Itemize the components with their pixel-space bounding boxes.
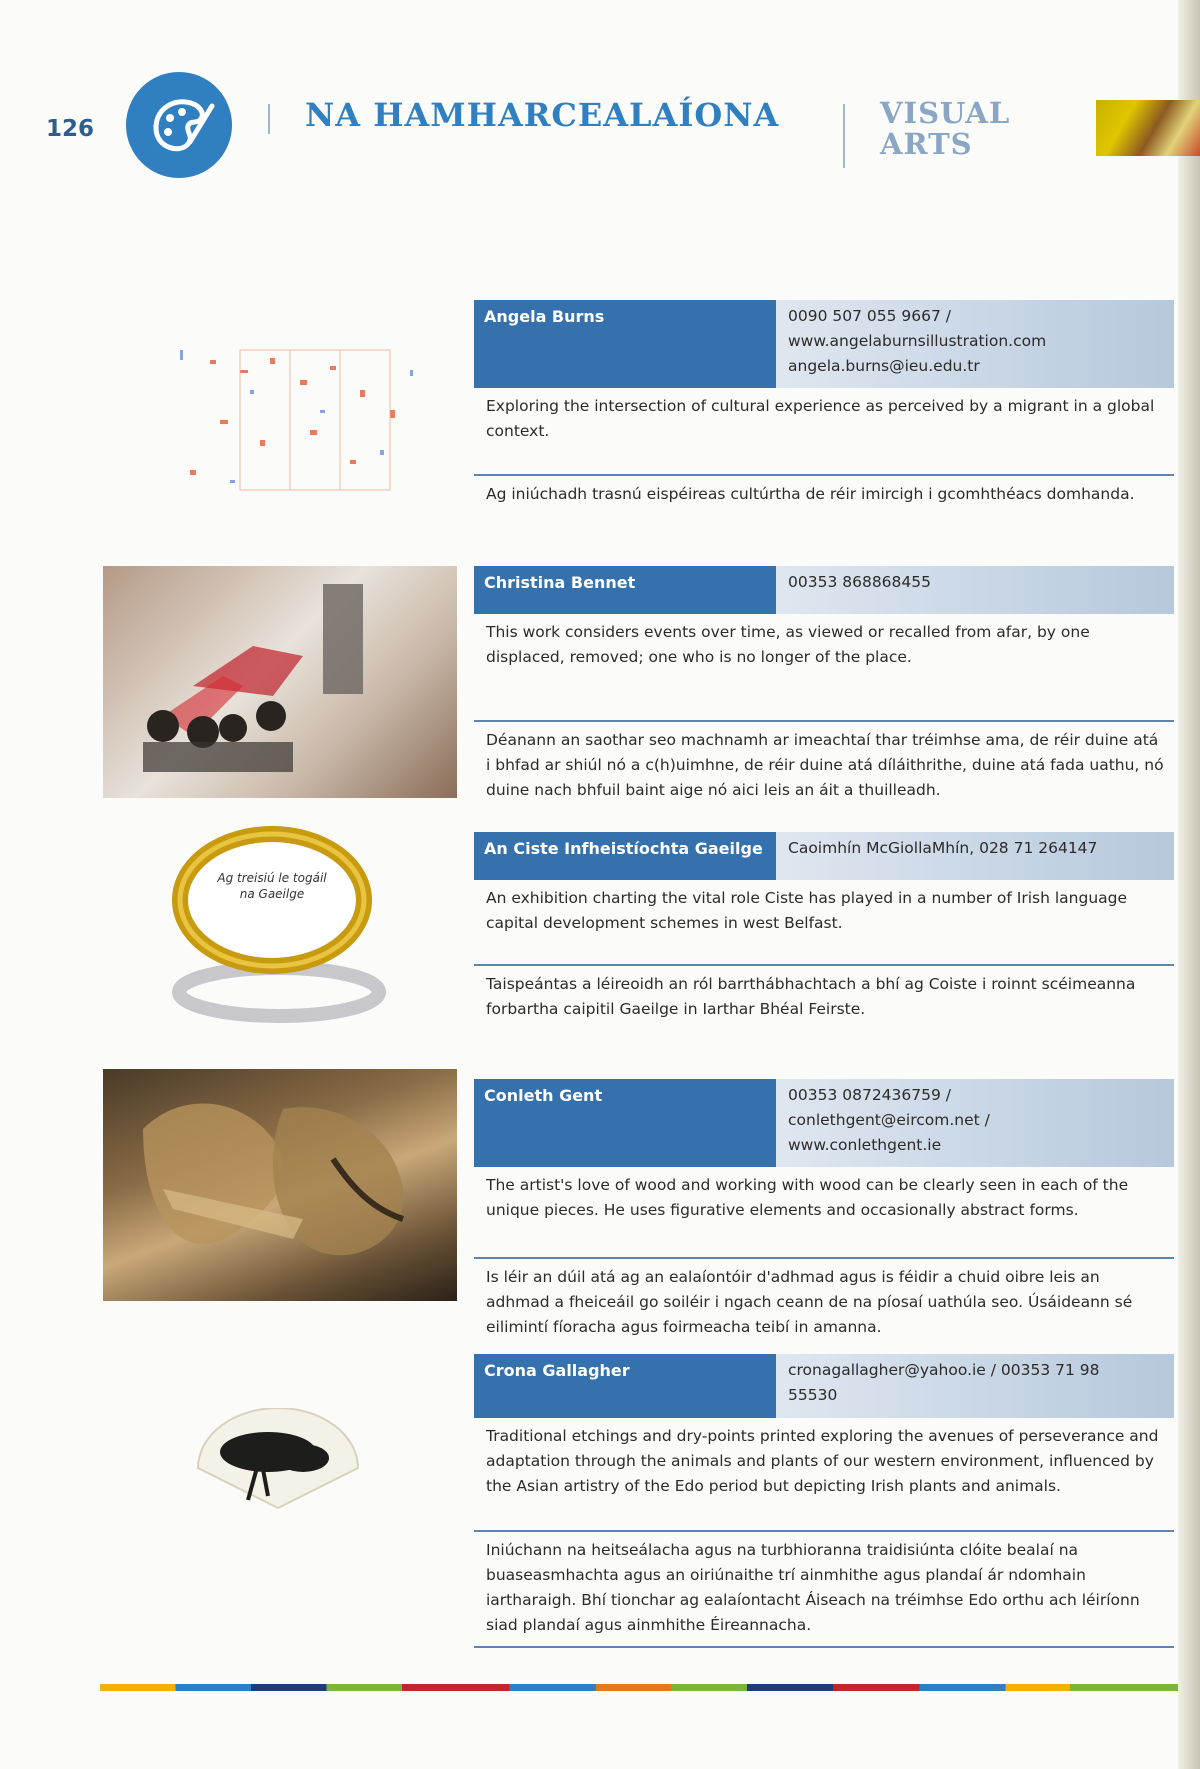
contact-line: Caoimhín McGiollaMhín, 028 71 264147 bbox=[788, 839, 1098, 857]
ciste-logo-text: Ag treisiú le togáil na Gaeilge bbox=[217, 871, 327, 901]
artwork-image-crona-gallagher bbox=[188, 1408, 368, 1512]
description-english: The artist's love of wood and working with wood can be clearly seen in each of the unique pieces. He uses figurative elements and occasionally abstract forms. bbox=[486, 1176, 1129, 1219]
contact-line: 00353 0872436759 / bbox=[788, 1086, 951, 1104]
contact-line: 55530 bbox=[788, 1386, 838, 1404]
artist-name: Christina Bennet bbox=[474, 566, 776, 614]
description-english: Exploring the intersection of cultural experience as perceived by a migrant in a global context. bbox=[486, 397, 1155, 440]
header-divider bbox=[268, 104, 270, 134]
header-divider bbox=[843, 104, 845, 168]
contact-line: 0090 507 055 9667 / bbox=[788, 307, 951, 325]
ciste-logo bbox=[166, 822, 396, 1024]
artist-entry bbox=[474, 300, 1174, 507]
artist-contact bbox=[776, 300, 1174, 388]
artist-entry bbox=[474, 1354, 1174, 1648]
description-english: Traditional etchings and dry-points printed exploring the avenues of perseverance and adaptation through the animals and plants of our western environment, influenced by the Asian artistry of the Edo period but depicting Irish plants and animals. bbox=[486, 1427, 1159, 1495]
artist-entry bbox=[474, 832, 1174, 1022]
palette-brush-icon bbox=[126, 72, 232, 178]
artist-name: Crona Gallagher bbox=[474, 1354, 776, 1418]
description-english: This work considers events over time, as viewed or recalled from afar, by one displaced, removed; one who is no longer of the place. bbox=[486, 623, 1090, 666]
artist-name: Angela Burns bbox=[474, 300, 776, 388]
description-irish: Ag iniúchadh trasnú eispéireas cultúrtha de réir imircigh i gcomhthéacs domhanda. bbox=[486, 485, 1135, 503]
artwork-image-conleth-gent bbox=[103, 1069, 457, 1301]
contact-line: 00353 868868455 bbox=[788, 573, 931, 591]
title-english bbox=[880, 98, 1010, 160]
contact-line: conlethgent@eircom.net / bbox=[788, 1111, 990, 1129]
description-irish: Is léir an dúil atá ag an ealaíontóir d'adhmad agus is féidir a chuid oibre leis an adhmad a fheiceáil go soiléir i ngach ceann de na píosaí uathúla seo. Úsáideann sé eilimintí fíoracha agus foirmeacha teibí in amanna. bbox=[486, 1268, 1133, 1336]
artwork-image-christina-bennet bbox=[103, 566, 457, 798]
divider bbox=[474, 1646, 1174, 1648]
artwork-image-angela-burns bbox=[150, 330, 440, 515]
artist-entry bbox=[474, 1079, 1174, 1340]
title-irish: NA HAMHARCEALAÍONA bbox=[305, 96, 780, 134]
description-english: An exhibition charting the vital role Ciste has played in a number of Irish language capital development schemes in west Belfast. bbox=[486, 889, 1128, 932]
artist-contact bbox=[776, 1354, 1174, 1418]
title-english-line2: ARTS bbox=[880, 127, 973, 161]
page-number: 126 bbox=[46, 116, 95, 142]
artist-contact bbox=[776, 566, 1174, 614]
description-irish: Déanann an saothar seo machnamh ar imeachtaí thar tréimhse ama, de réir duine atá i bhfad ar shiúl nó a c(h)uimhne, de réir duine atá díláithrithe, duine atá fada uathu, nó duine nach bhfuil baint aige nó aici leis an áit a thuilleadh. bbox=[486, 731, 1164, 799]
contact-line: www.conlethgent.ie bbox=[788, 1136, 942, 1154]
contact-line: cronagallagher@yahoo.ie / 00353 71 98 bbox=[788, 1361, 1100, 1379]
artist-contact bbox=[776, 1079, 1174, 1167]
description-irish: Taispeántas a léireoidh an ról barrthábhachtach a bhí ag Coiste i roinnt scéimeanna forbartha caipitil Gaeilge in Iarthar Bhéal Feirste. bbox=[486, 975, 1136, 1018]
artist-name: Conleth Gent bbox=[474, 1079, 776, 1167]
entry-header bbox=[474, 566, 1174, 614]
entry-header bbox=[474, 1079, 1174, 1167]
description-irish: Iniúchann na heitseálacha agus na turbhioranna traidisiúnta clóite bealaí na buaseasmhachta agus an oiriúnaithe trí ainmhithe agus plandaí ár ndomhain iartharaigh. Bhí tionchar ag ealaíontacht Áiseach na tréimhse Edo orthu ach léiríonn siad plandaí agus ainmhithe Éireannacha. bbox=[486, 1541, 1140, 1634]
artist-name: An Ciste Infheistíochta Gaeilge bbox=[474, 832, 776, 880]
entry-header bbox=[474, 1354, 1174, 1418]
header-photo bbox=[1096, 100, 1200, 156]
color-stripe-footer bbox=[100, 1684, 1178, 1691]
entry-header bbox=[474, 300, 1174, 388]
contact-line: www.angelaburnsillustration.com bbox=[788, 332, 1047, 350]
artist-contact bbox=[776, 832, 1174, 880]
entry-header bbox=[474, 832, 1174, 880]
page-edge bbox=[1178, 0, 1200, 1769]
artist-entry bbox=[474, 566, 1174, 803]
title-english-line1: VISUAL bbox=[880, 96, 1011, 130]
contact-line: angela.burns@ieu.edu.tr bbox=[788, 357, 980, 375]
